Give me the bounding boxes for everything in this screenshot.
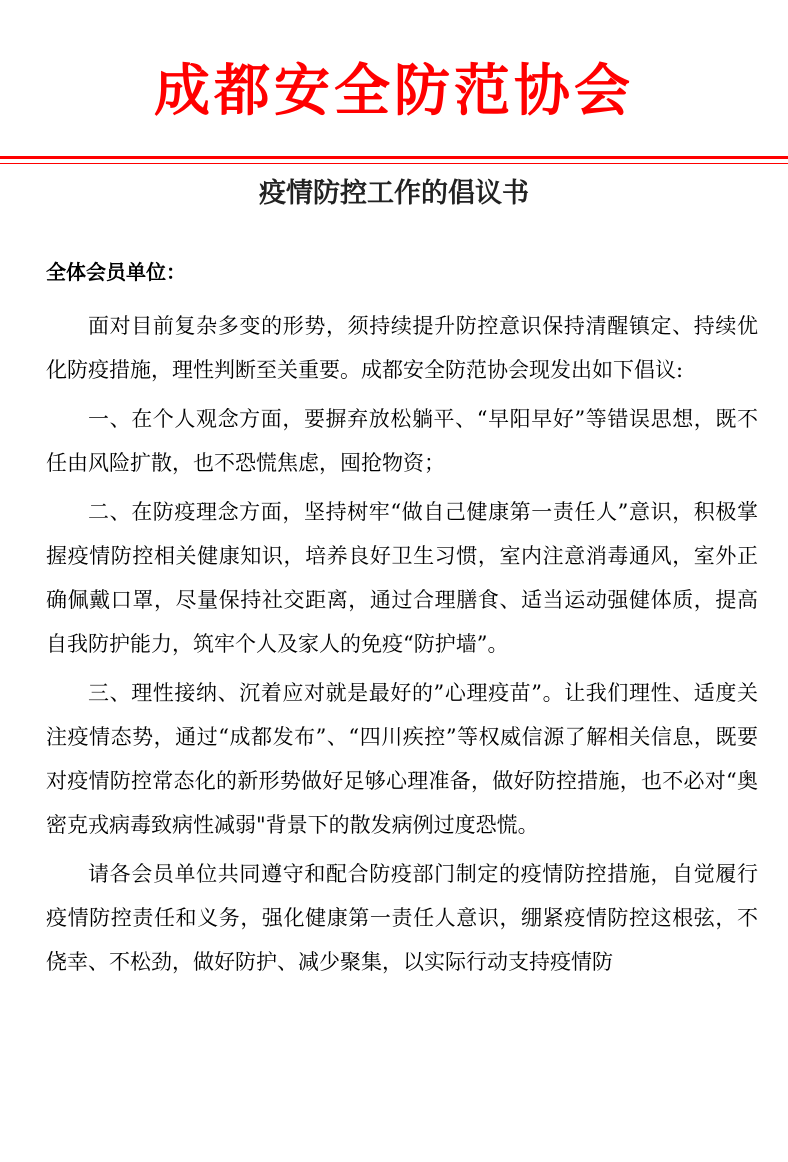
header-rule-thin (0, 163, 788, 164)
header-rule-thick (0, 156, 788, 159)
document-body (46, 304, 758, 989)
paragraph-closing: 请各会员单位共同遵守和配合防疫部门制定的疫情防控措施，自觉履行疫情防控责任和义务，强化健康第一责任人意识，绷紧疫情防控这根弦，不侥幸、不松劲，做好防护、减少聚集，以实际行动支持疫情防 (46, 862, 758, 974)
salutation: 全体会员单位： (46, 260, 186, 284)
paragraph-point-3: 三、理性接纳、沉着应对就是最好的”心理疫苗”。让我们理性、适度关注疫情态势，通过“成都发布”、“四川疾控”等权威信源了解相关信息，既要对疫情防控常态化的新形势做好足够心理准备，做好防控措施，也不必对“奥密克戎病毒致病性减弱"背景下的散发病例过度恐慌。 (46, 681, 758, 837)
document-title: 疫情防控工作的倡议书 (259, 178, 529, 209)
paragraph-point-2: 二、在防疫理念方面，坚持树牢“做自己健康第一责任人”意识，积极掌握疫情防控相关健康知识，培养良好卫生习惯，室内注意消毒通风，室外正确佩戴口罩，尽量保持社交距离，通过合理膳食、适当运动强健体质，提高自我防护能力，筑牢个人及家人的免疫“防护墙”。 (46, 500, 758, 656)
paragraph-intro: 面对目前复杂多变的形势，须持续提升防控意识保持清醒镇定、持续优化防疫措施，理性判断至关重要。成都安全防范协会现发出如下倡议: (46, 314, 758, 382)
organization-title: 成都安全防范协会 (154, 59, 634, 124)
paragraph-point-1: 一、在个人观念方面，要摒弃放松躺平、“早阳早好”等错误思想，既不任由风险扩散，也不恐慌焦虑，囤抢物资； (46, 407, 758, 475)
